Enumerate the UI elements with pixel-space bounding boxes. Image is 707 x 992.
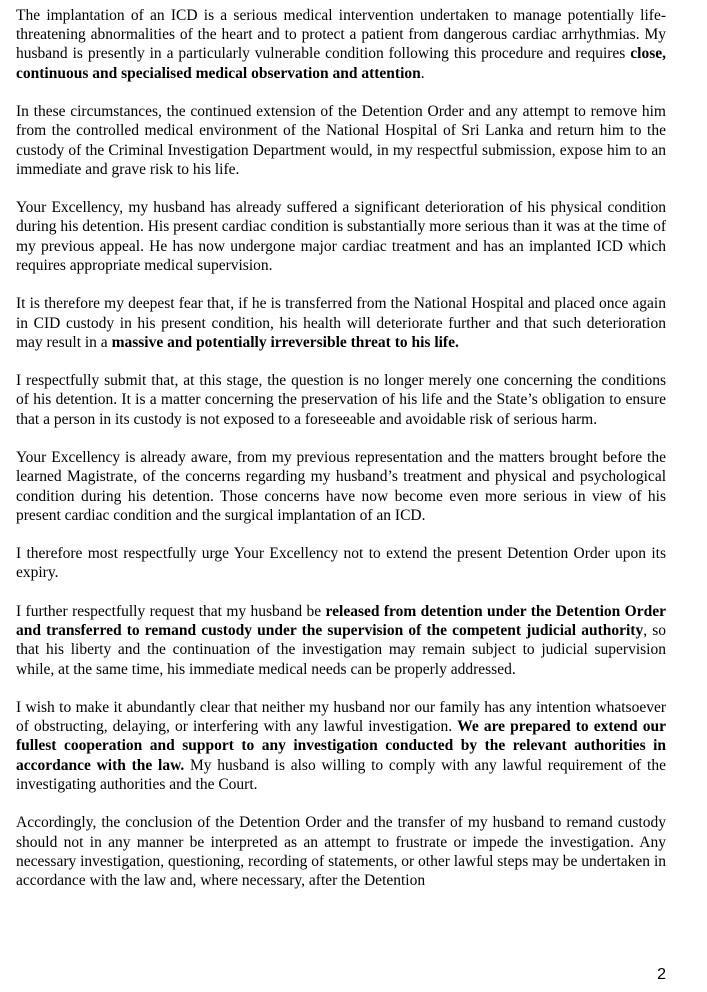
paragraph-7: I therefore most respectfully urge Your Excellency not to extend the present Detention Order upon its expiry. (16, 545, 666, 582)
paragraph-5: I respectfully submit that, at this stage, the question is no longer merely one concerning the conditions of his detention. It is a matter concerning the preservation of his life and the State’s obligation to ensure that a person in its custody is not exposed to a foreseeable and avoidable risk of serious harm. (16, 372, 666, 428)
paragraph-10: Accordingly, the conclusion of the Detention Order and the transfer of my husband to remand custody should not in any manner be interpreted as an attempt to frustrate or impede the investigation. Any necessary investigation, questioning, recording of statements, or other lawful steps may be undertaken in accordance with the law and, where necessary, after the Detention (16, 814, 666, 889)
paragraph-4: It is therefore my deepest fear that, if he is transferred from the National Hospital and placed once again in CID custody in his present condition, his health will deteriorate further and that such deterioration may result in a massive and potentially irreversible threat to his life. (16, 295, 666, 351)
paragraph-9: I wish to make it abundantly clear that neither my husband nor our family has any intention whatsoever of obstructing, delaying, or interfering with any lawful investigation. We are prepared to extend our fullest cooperation and support to any investigation conducted by the relevant authorities in accordance with the law. My husband is also willing to comply with any lawful requirement of the investigating authorities and the Court. (16, 699, 666, 793)
paragraph-1: The implantation of an ICD is a serious medical intervention undertaken to manage potentially life-threatening abnormalities of the heart and to protect a patient from dangerous cardiac arrhythmias. My husband is presently in a particularly vulnerable condition following this procedure and requires close, continuous and specialised medical observation and attention. (16, 7, 666, 82)
paragraph-8: I further respectfully request that my husband be released from detention under the Detention Order and transferred to remand custody under the supervision of the competent judicial authority, so that his liberty and the continuation of the investigation may remain subject to judicial supervision while, at the same time, his immediate medical needs can be properly addressed. (16, 602, 666, 678)
paragraph-6: Your Excellency is already aware, from my previous representation and the matters brought before the learned Magistrate, of the concerns regarding my husband’s treatment and physical and psychological condition during his detention. Those concerns have now become even more serious in view of his present cardiac condition and the surgical implantation of an ICD. (16, 449, 666, 524)
paragraph-2: In these circumstances, the continued extension of the Detention Order and any attempt to remove him from the controlled medical environment of the National Hospital of Sri Lanka and return him to the custody of the Criminal Investigation Department would, in my respectful submission, expose him to an immediate and grave risk to his life. (16, 103, 666, 178)
document-body (16, 6, 666, 909)
page-number: 2 (657, 966, 666, 983)
paragraph-3: Your Excellency, my husband has already suffered a significant deterioration of his physical condition during his detention. His present cardiac condition is substantially more serious than it was at the time of my previous appeal. He has now undergone major cardiac treatment and has an implanted ICD which requires appropriate medical supervision. (16, 199, 667, 274)
